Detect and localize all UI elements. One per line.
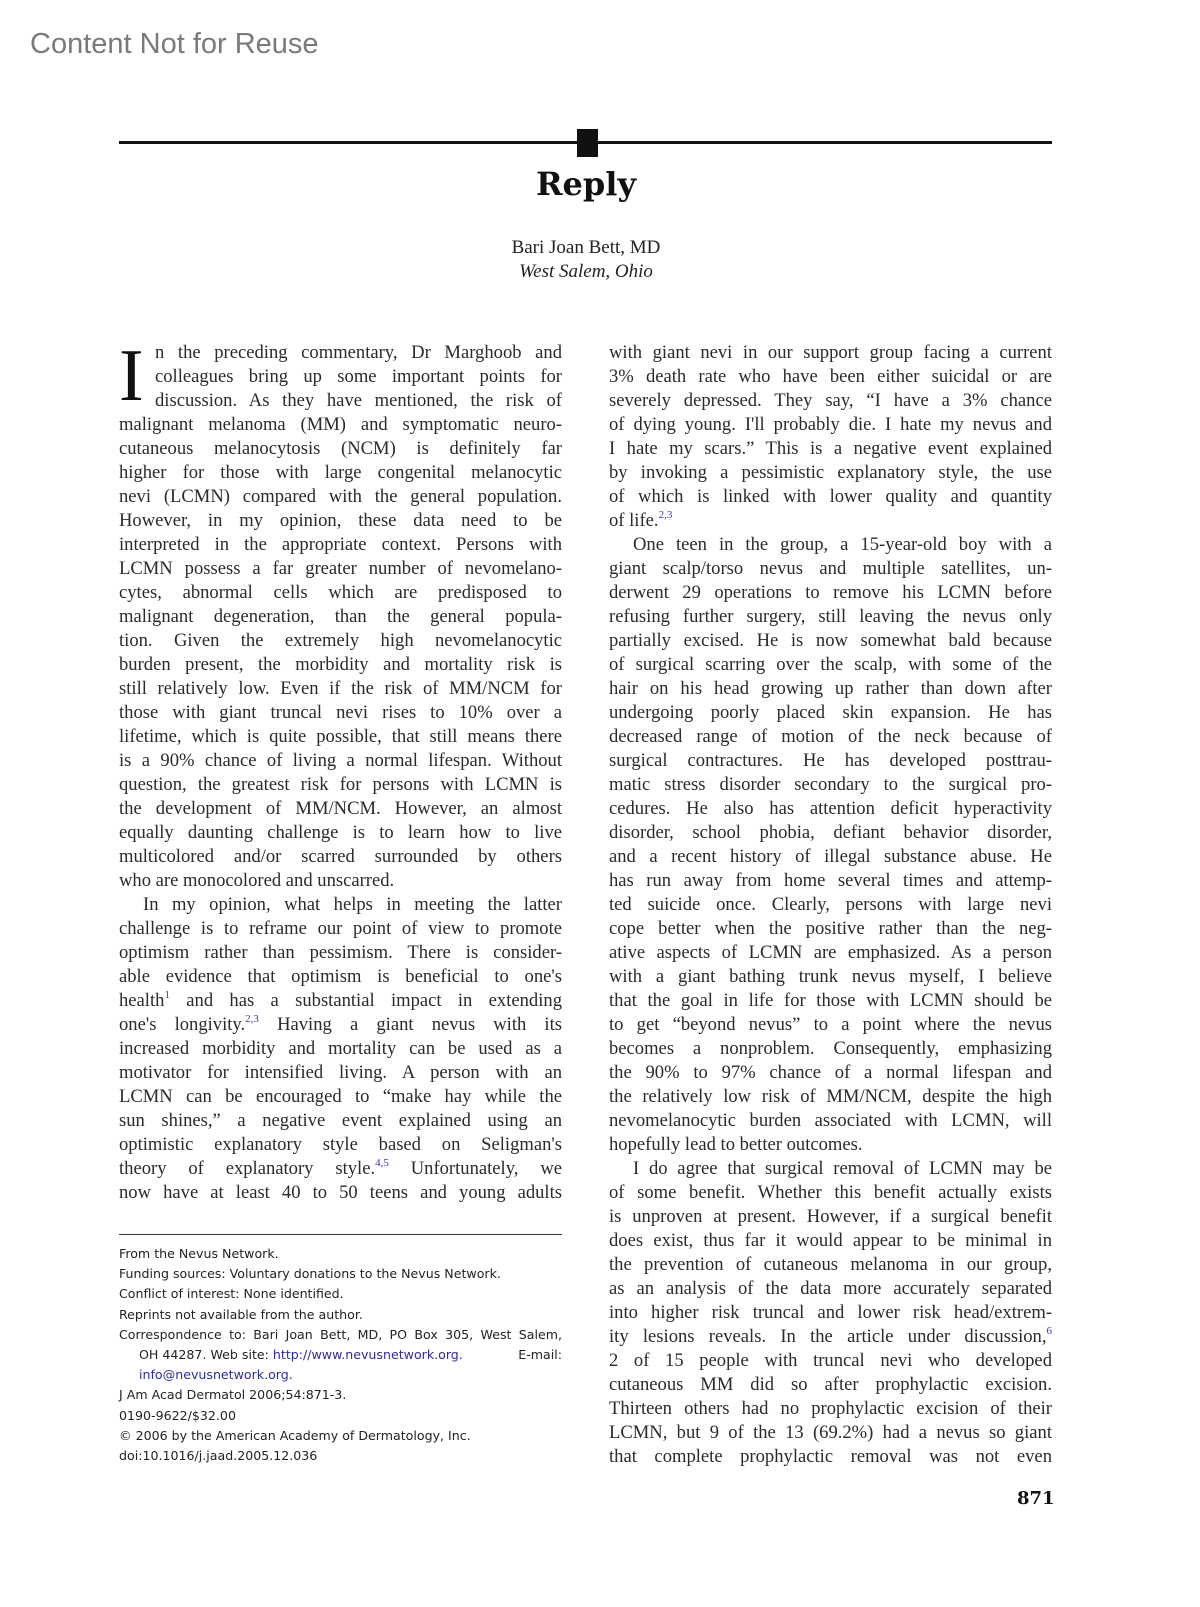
footnote-correspondence-cont bbox=[119, 1345, 562, 1365]
footnote-divider bbox=[119, 1234, 562, 1235]
text-line: cutaneous MM did so after prophylactic excision. bbox=[609, 1374, 1052, 1395]
text-line: now have at least 40 to 50 teens and young adults bbox=[119, 1182, 562, 1203]
text-line: the development of MM/NCM. However, an almost bbox=[119, 798, 562, 819]
text-line: burden present, the morbidity and mortality risk is bbox=[119, 654, 562, 675]
text-line: In my opinion, what helps in meeting the latter bbox=[143, 894, 562, 915]
text-line: of surgical scarring over the scalp, with some of the bbox=[609, 654, 1052, 675]
text-line: severely depressed. They say, “I have a 3% chance bbox=[609, 390, 1052, 411]
text-fragment: theory of explanatory style. bbox=[119, 1158, 376, 1179]
reference-link[interactable]: 6 bbox=[1046, 1325, 1052, 1337]
footnote-funding: Funding sources: Voluntary donations to the Nevus Network. bbox=[119, 1266, 501, 1282]
text-line: the prevention of cutaneous melanoma in our group, bbox=[609, 1254, 1052, 1275]
text-line-with-ref bbox=[609, 1325, 1052, 1349]
drop-cap: I bbox=[119, 335, 144, 417]
text-line: by invoking a pessimistic explanatory style, the use bbox=[609, 462, 1052, 483]
text-line: nevomelanocytic burden associated with LCMN, will bbox=[609, 1110, 1052, 1131]
text-line: colleagues bring up some important points for bbox=[155, 366, 562, 387]
text-line: is a 90% chance of living a normal lifespan. Without bbox=[119, 750, 562, 771]
text-line-with-ref bbox=[609, 509, 1052, 533]
footnote-copyright: © 2006 by the American Academy of Dermatology, Inc. bbox=[119, 1427, 471, 1443]
footnote-reprints: Reprints not available from the author. bbox=[119, 1306, 363, 1322]
text-line: of dying young. I'll probably die. I hate my nevus and bbox=[609, 414, 1052, 435]
text-line: becomes a nonproblem. Consequently, emphasizing bbox=[609, 1038, 1052, 1059]
footnote-correspondence bbox=[119, 1325, 562, 1345]
text-line: decreased range of motion of the neck because of bbox=[609, 726, 1052, 747]
text-line: those with giant truncal nevi rises to 10% over a bbox=[119, 702, 562, 723]
article-title: Reply bbox=[535, 165, 637, 203]
text-line: Thirteen others had no prophylactic excision of their bbox=[609, 1398, 1052, 1419]
article-author: Bari Joan Bett, MD bbox=[511, 237, 661, 258]
website-link[interactable]: http://www.nevusnetwork.org. bbox=[272, 1346, 463, 1362]
text-line: I hate my scars.” This is a negative event explained bbox=[609, 438, 1052, 459]
text-line: partially excised. He is now somewhat bald because bbox=[609, 630, 1052, 651]
text-line: cutaneous melanocytosis (NCM) is definitely far bbox=[119, 438, 562, 459]
text-line: optimism rather than pessimism. There is consider- bbox=[119, 942, 562, 963]
text-line: giant scalp/torso nevus and multiple satellites, un- bbox=[609, 558, 1052, 579]
text-line: cedures. He also has attention deficit hyperactivity bbox=[609, 798, 1052, 819]
text-fragment: one's longivity. bbox=[119, 1014, 246, 1035]
footnote-email bbox=[119, 1365, 562, 1385]
footnotes bbox=[119, 1244, 562, 1466]
text-line: ative aspects of LCMN are emphasized. As a person bbox=[609, 942, 1052, 963]
text-line: challenge is to reframe our point of view to promote bbox=[119, 918, 562, 939]
text-line: LCMN can be encouraged to “make hay while the bbox=[119, 1086, 562, 1107]
text-line: cope better when the positive rather than the neg- bbox=[609, 918, 1052, 939]
reference-link[interactable]: 1 bbox=[164, 989, 170, 1001]
text-line: is unproven at present. However, if a surgical benefit bbox=[609, 1206, 1052, 1227]
text-fragment: of life. bbox=[609, 510, 659, 531]
header-rule-block bbox=[577, 129, 598, 157]
email-label: E-mail: bbox=[518, 1346, 562, 1362]
text-line: tion. Given the extremely high nevomelanocytic bbox=[119, 630, 562, 651]
text-line: the 90% to 97% chance of a normal lifespan and bbox=[609, 1062, 1052, 1083]
correspondence-address: OH 44287. Web site: bbox=[139, 1346, 269, 1362]
text-fragment: and has a substantial impact in extending bbox=[186, 990, 562, 1011]
text-line: and a recent history of illegal substance abuse. He bbox=[609, 846, 1052, 867]
footnote-affiliation: From the Nevus Network. bbox=[119, 1246, 279, 1261]
text-fragment: Having a giant nevus with its bbox=[277, 1014, 562, 1035]
text-line: ted suicide once. Clearly, persons with large nevi bbox=[609, 894, 1052, 915]
text-fragment: ity lesions reveals. In the article under discussion, bbox=[609, 1326, 1047, 1347]
text-line: optimistic explanatory style based on Seligman's bbox=[119, 1134, 562, 1155]
text-line: into higher risk truncal and lower risk head/extrem- bbox=[609, 1302, 1052, 1323]
text-line: n the preceding commentary, Dr Marghoob and bbox=[155, 342, 562, 363]
text-line-with-ref bbox=[119, 989, 562, 1013]
text-line: 2 of 15 people with truncal nevi who developed bbox=[609, 1350, 1052, 1371]
text-line: has run away from home several times and attemp- bbox=[609, 870, 1052, 891]
text-line: hair on his head growing up rather than down after bbox=[609, 678, 1052, 699]
text-line: who are monocolored and unscarred. bbox=[119, 870, 395, 891]
text-line: does exist, thus far it would appear to be minimal in bbox=[609, 1230, 1052, 1251]
text-line: of which is linked with lower quality and quantity bbox=[609, 486, 1052, 507]
text-line: 3% death rate who have been either suicidal or are bbox=[609, 366, 1052, 387]
text-line: refusing further surgery, still leaving the nevus only bbox=[609, 606, 1052, 627]
header-rule bbox=[119, 129, 1052, 157]
text-line: sun shines,” a negative event explained using an bbox=[119, 1110, 562, 1131]
text-line: still relatively low. Even if the risk of MM/NCM for bbox=[119, 678, 562, 699]
footnote-citation: J Am Acad Dermatol 2006;54:871-3. bbox=[119, 1387, 347, 1403]
right-column bbox=[609, 341, 1052, 1469]
footnote-price: 0190-9622/$32.00 bbox=[119, 1407, 236, 1423]
watermark: Content Not for Reuse bbox=[30, 28, 319, 60]
text-line: to get “beyond nevus” to a point where the nevus bbox=[609, 1014, 1052, 1035]
text-line: able evidence that optimism is beneficial to one's bbox=[119, 966, 562, 987]
footnote-doi[interactable]: doi:10.1016/j.jaad.2005.12.036 bbox=[119, 1447, 318, 1463]
text-line: with a giant bathing trunk nevus myself, I believe bbox=[609, 966, 1052, 987]
reference-link[interactable]: 2,3 bbox=[658, 509, 673, 521]
text-line: matic stress disorder secondary to the surgical pro- bbox=[609, 774, 1052, 795]
text-line: disorder, school phobia, defiant behavior disorder, bbox=[609, 822, 1052, 843]
text-line: surgical contractures. He has developed posttrau- bbox=[609, 750, 1052, 771]
text-line: higher for those with large congenital melanocytic bbox=[119, 462, 562, 483]
text-line: hopefully lead to better outcomes. bbox=[609, 1134, 863, 1155]
text-line: LCMN, but 9 of the 13 (69.2%) had a nevus so giant bbox=[609, 1422, 1052, 1443]
text-line: nevi (LCMN) compared with the general population. bbox=[119, 486, 562, 507]
reference-link[interactable]: 4,5 bbox=[375, 1157, 389, 1169]
reference-link[interactable]: 2,3 bbox=[245, 1013, 259, 1025]
footnote-conflict: Conflict of interest: None identified. bbox=[119, 1286, 344, 1302]
text-line: undergoing poorly placed skin expansion. He has bbox=[609, 702, 1052, 723]
text-line: One teen in the group, a 15-year-old boy with a bbox=[633, 534, 1052, 555]
text-line: discussion. As they have mentioned, the risk of bbox=[155, 390, 562, 411]
text-line: lifetime, which is quite possible, that still means there bbox=[119, 726, 562, 747]
text-line: cytes, abnormal cells which are predisposed to bbox=[119, 582, 562, 603]
correspondence-line: Correspondence to: Bari Joan Bett, MD, PO Box 305, West Salem, bbox=[119, 1326, 562, 1342]
text-line: derwent 29 operations to remove his LCMN before bbox=[609, 582, 1052, 603]
text-line: of some benefit. Whether this benefit actually exists bbox=[609, 1182, 1052, 1203]
text-line: the relatively low risk of MM/NCM, despite the high bbox=[609, 1086, 1052, 1107]
text-line: as an analysis of the data more accurately separated bbox=[609, 1278, 1052, 1299]
page-number: 871 bbox=[1017, 1488, 1055, 1509]
text-line: equally daunting challenge is to learn how to live bbox=[119, 822, 562, 843]
text-line: However, in my opinion, these data need to be bbox=[119, 510, 562, 531]
text-line: with giant nevi in our support group facing a current bbox=[609, 342, 1052, 363]
author-location: West Salem, Ohio bbox=[519, 261, 653, 282]
text-line: question, the greatest risk for persons with LCMN is bbox=[119, 774, 562, 795]
text-line: increased morbidity and mortality can be used as a bbox=[119, 1038, 562, 1059]
text-line: that complete prophylactic removal was not even bbox=[609, 1446, 1052, 1467]
text-line: interpreted in the appropriate context. Persons with bbox=[119, 534, 562, 555]
text-line: motivator for intensified living. A person with an bbox=[119, 1062, 562, 1083]
text-line: multicolored and/or scarred surrounded by others bbox=[119, 846, 562, 867]
text-fragment: Unfortunately, we bbox=[410, 1158, 562, 1179]
text-line: I do agree that surgical removal of LCMN may be bbox=[633, 1158, 1052, 1179]
text-line: that the goal in life for those with LCMN should be bbox=[609, 990, 1052, 1011]
text-fragment: health bbox=[119, 990, 165, 1011]
text-line: malignant melanoma (MM) and symptomatic neuro- bbox=[119, 414, 562, 435]
email-link[interactable]: info@nevusnetwork.org. bbox=[139, 1367, 293, 1383]
text-line-with-ref bbox=[119, 1157, 562, 1181]
text-line: LCMN possess a far greater number of nevomelano- bbox=[119, 558, 562, 579]
text-line: malignant degeneration, than the general popula- bbox=[119, 606, 562, 627]
left-column bbox=[119, 335, 562, 1205]
text-line-with-ref bbox=[119, 1013, 562, 1037]
